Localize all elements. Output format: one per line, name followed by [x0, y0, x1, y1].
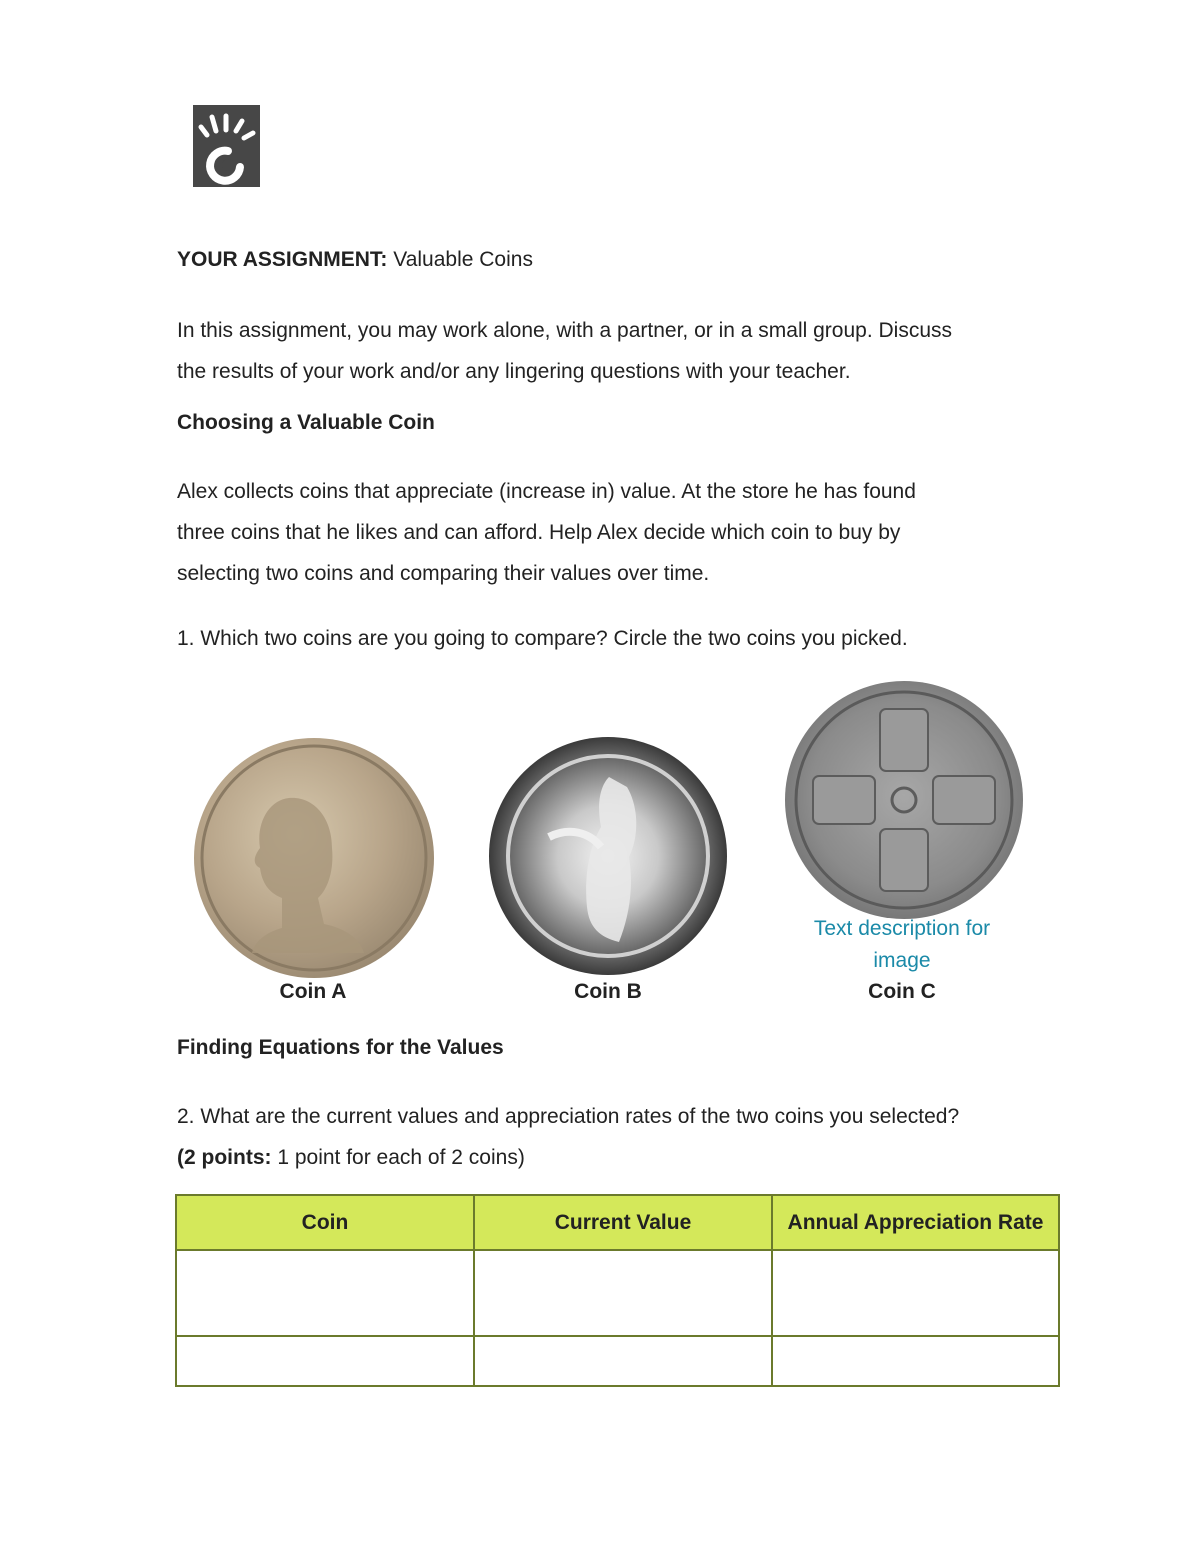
assignment-title-bold: YOUR ASSIGNMENT:	[177, 248, 388, 271]
table-cell-current-value[interactable]	[474, 1250, 772, 1336]
coin-b-walking-liberty-icon	[489, 737, 727, 975]
coin-c-desc-line: image	[873, 949, 931, 972]
question-2	[177, 1096, 959, 1178]
intro-line: In this assignment, you may work alone, with a partner, or in a small group. Discuss	[177, 319, 953, 342]
intro-paragraph	[177, 310, 952, 392]
table-cell-appreciation-rate[interactable]	[772, 1250, 1059, 1336]
sun-hand-logo-icon	[193, 105, 260, 187]
assignment-title-rest: Valuable Coins	[387, 248, 533, 271]
intro-line: the results of your work and/or any lingering questions with your teacher.	[177, 360, 851, 383]
coin-c-image[interactable]	[785, 681, 1023, 919]
table-row	[176, 1250, 1059, 1336]
question-2-points	[177, 1137, 959, 1178]
section-heading-equations: Finding Equations for the Values	[177, 1036, 504, 1059]
choosing-line: Alex collects coins that appreciate (increase in) value. At the store he has found	[177, 480, 916, 503]
table-row	[176, 1336, 1059, 1386]
choosing-line: selecting two coins and comparing their values over time.	[177, 562, 710, 585]
coin-b-label: Coin B	[574, 980, 642, 1003]
coin-c-text-description-link[interactable]	[790, 913, 1014, 977]
points-rest: 1 point for each of 2 coins)	[271, 1146, 525, 1169]
coin-c-label: Coin C	[868, 980, 936, 1003]
table-cell-coin[interactable]	[176, 1336, 474, 1386]
coin-a-label: Coin A	[279, 980, 347, 1003]
coin-a-portrait-icon	[194, 738, 434, 978]
choosing-line: three coins that he likes and can afford. Help Alex decide which coin to buy by	[177, 521, 901, 544]
logo	[193, 105, 260, 187]
question-1: 1. Which two coins are you going to compare? Circle the two coins you picked.	[177, 627, 908, 650]
coin-b-image[interactable]	[489, 737, 727, 975]
question-2-line: 2. What are the current values and appreciation rates of the two coins you selected?	[177, 1105, 960, 1128]
coin-values-table	[175, 1194, 1060, 1387]
choosing-paragraph	[177, 471, 916, 594]
assignment-title	[177, 248, 533, 272]
column-header-coin: Coin	[176, 1195, 474, 1250]
table-cell-coin[interactable]	[176, 1250, 474, 1336]
points-bold: (2 points:	[177, 1146, 272, 1169]
coin-a-image[interactable]	[194, 738, 434, 978]
coin-c-cross-shields-icon	[785, 681, 1023, 919]
coin-c-desc-line: Text description for	[813, 917, 991, 940]
column-header-current-value: Current Value	[474, 1195, 772, 1250]
section-heading-choosing: Choosing a Valuable Coin	[177, 411, 435, 434]
table-cell-current-value[interactable]	[474, 1336, 772, 1386]
table-cell-appreciation-rate[interactable]	[772, 1336, 1059, 1386]
column-header-appreciation-rate: Annual Appreciation Rate	[772, 1195, 1059, 1250]
table-header-row	[176, 1195, 1059, 1250]
